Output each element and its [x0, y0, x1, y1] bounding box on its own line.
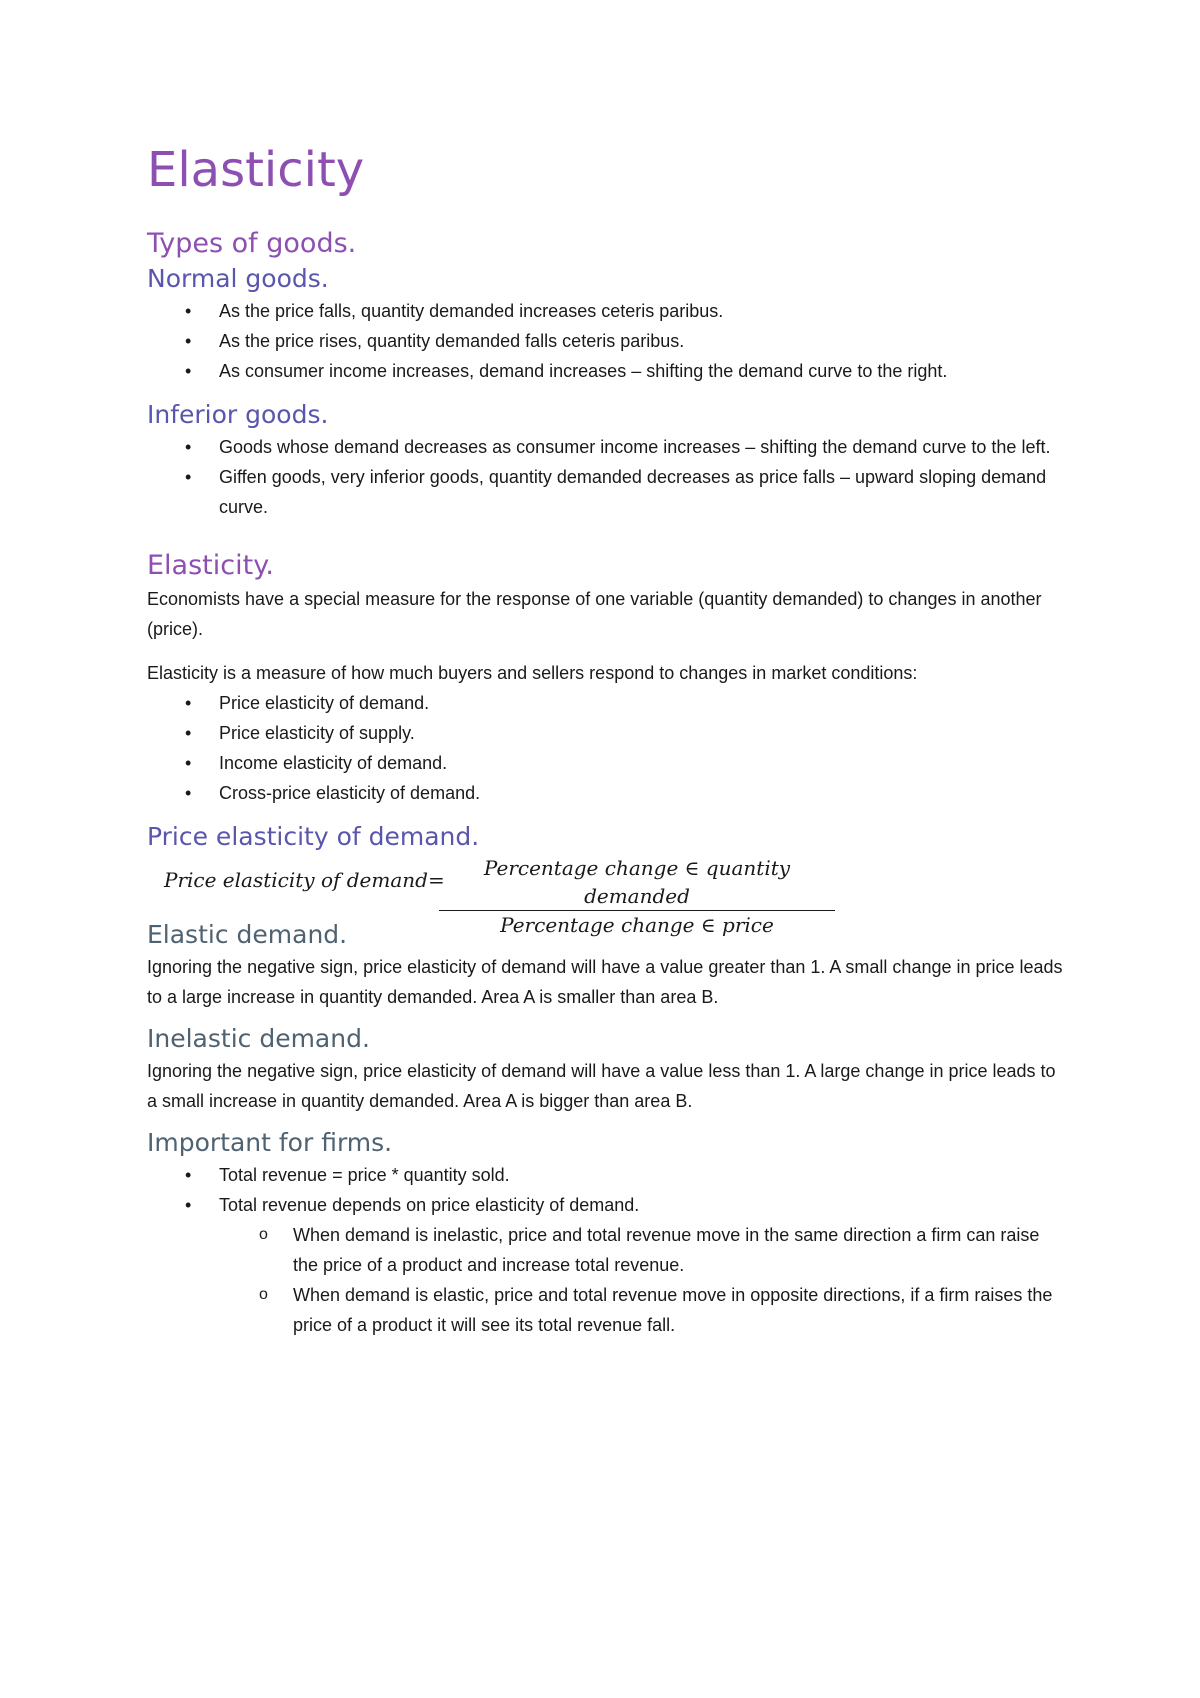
list-item: • Total revenue depends on price elasticity of demand.: [147, 1190, 1067, 1220]
list-item: • Income elasticity of demand.: [147, 748, 1067, 778]
elasticity-paragraph-2: Elasticity is a measure of how much buyers and sellers respond to changes in market conditions:: [147, 663, 918, 683]
inferior-goods-list: [147, 432, 1067, 522]
types-of-goods-heading: Types of goods.: [147, 228, 357, 259]
bullet-icon: •: [185, 1195, 192, 1215]
list-item: • Cross-price elasticity of demand.: [147, 778, 1067, 808]
elasticity-types-list: [147, 688, 1067, 808]
sub-list-item: o When demand is elastic, price and total revenue move in opposite directions, if a firm raises the price of a product it will see its total revenue fall.: [147, 1280, 1067, 1340]
bullet-icon: •: [185, 723, 192, 743]
bullet-icon: •: [185, 301, 192, 321]
inelastic-demand-heading: Inelastic demand.: [147, 1024, 370, 1053]
bullet-icon: •: [185, 693, 192, 713]
formula-fraction: [439, 854, 835, 939]
inelastic-demand-text: Ignoring the negative sign, price elasticity of demand will have a value less than 1. A large change in price leads to a small increase in quantity demanded. Area A is bigger than area B.: [147, 1061, 1056, 1111]
elastic-demand-heading: Elastic demand.: [147, 920, 348, 949]
elasticity-heading: Elasticity.: [147, 550, 274, 581]
formula-denominator: Percentage change ∈ price: [500, 913, 774, 937]
list-item: • Price elasticity of supply.: [147, 718, 1067, 748]
list-item: • As consumer income increases, demand increases – shifting the demand curve to the right.: [147, 356, 1067, 386]
formula-lhs: Price elasticity of demand=: [164, 868, 445, 892]
normal-goods-list: [147, 296, 1067, 386]
normal-goods-heading: Normal goods.: [147, 264, 329, 293]
inferior-goods-heading: Inferior goods.: [147, 400, 329, 429]
elasticity-paragraph-1: Economists have a special measure for the response of one variable (quantity demanded) to changes in another (price).: [147, 589, 1042, 639]
important-for-firms-heading: Important for firms.: [147, 1128, 393, 1157]
list-item: • As the price rises, quantity demanded falls ceteris paribus.: [147, 326, 1067, 356]
list-item: • Goods whose demand decreases as consumer income increases – shifting the demand curve to the left.: [147, 432, 1067, 462]
circle-bullet-icon: o: [259, 1286, 268, 1303]
bullet-icon: •: [185, 331, 192, 351]
document-content: [147, 140, 1067, 1340]
document-title: Elasticity: [147, 142, 365, 198]
bullet-icon: •: [185, 783, 192, 803]
bullet-icon: •: [185, 361, 192, 381]
list-item: • Price elasticity of demand.: [147, 688, 1067, 718]
list-item: • Total revenue = price * quantity sold.: [147, 1160, 1067, 1190]
bullet-icon: •: [185, 753, 192, 773]
bullet-icon: •: [185, 437, 192, 457]
bullet-icon: •: [185, 1165, 192, 1185]
elastic-demand-text: Ignoring the negative sign, price elasticity of demand will have a value greater than 1. A small change in price leads to a large increase in quantity demanded. Area A is smaller than area B.: [147, 957, 1063, 1007]
list-item: • Giffen goods, very inferior goods, quantity demanded decreases as price falls – upward sloping demand curve.: [147, 462, 1067, 522]
firms-list: [147, 1160, 1067, 1220]
firms-sub-list: [147, 1220, 1067, 1340]
circle-bullet-icon: o: [259, 1226, 268, 1243]
bullet-icon: •: [185, 467, 192, 487]
formula-numerator: Percentage change ∈ quantity demanded: [483, 856, 791, 908]
list-item: • As the price falls, quantity demanded increases ceteris paribus.: [147, 296, 1067, 326]
price-elasticity-heading: Price elasticity of demand.: [147, 822, 480, 851]
sub-list-item: o When demand is inelastic, price and total revenue move in the same direction a firm can raise the price of a product and increase total revenue.: [147, 1220, 1067, 1280]
